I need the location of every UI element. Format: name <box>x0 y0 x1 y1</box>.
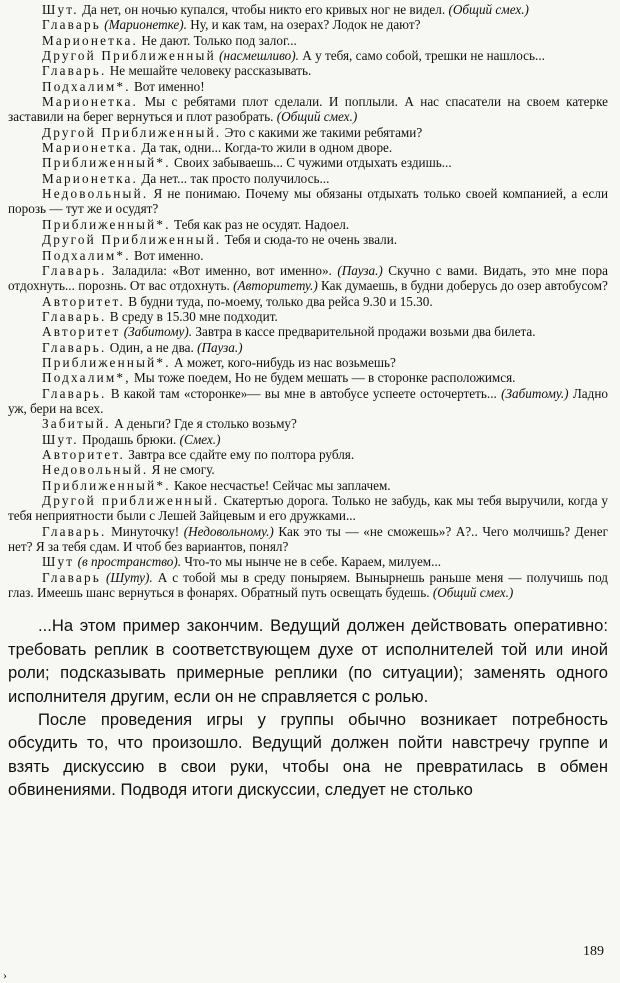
dialogue-line: Марионетка. Мы с ребятами плот сделали. И поплыли. А нас спасатели на своем катерке заставили на берег вернуться и плот разобрать. (Общий смех.) <box>8 94 608 125</box>
dialogue-line: Подхалим*. Вот именно! <box>42 78 205 94</box>
dialogue-line: Главарь (Шуту). А с тобой мы в среду поныряем. Вынырнешь раньше меня — получишь под глаз. Имеешь шанс вернуться в фонарях. Обратный путь освещать будешь. (Общий смех.) <box>8 569 608 601</box>
dialogue-line: Приближенный*. Своих забываешь... С чужими отдыхать ездишь... <box>42 155 452 171</box>
prose-paragraph: ...На этом пример закончим. Ведущий должен действовать оперативно: требовать реплик в соответствующем духе от исполнителей той или иной роли; подсказывать примерные реплики (по ситуации); заменять одного исполнителя другим, если он не справляется с ролью. <box>8 616 608 706</box>
dialogue-line: Другой Приближенный. Это с какими же такими ребятами? <box>42 124 423 140</box>
dialogue-line: Авторитет (Забитому). Завтра в кассе предварительной продажи возьми два билета. <box>42 324 536 340</box>
dialogue-line: Марионетка. Не дают. Только под залог... <box>42 32 297 48</box>
dialogue-line: Шут. Продашь брюки. (Смех.) <box>42 431 221 447</box>
dialogue-line: Главарь. Не мешайте человеку рассказывать. <box>42 63 312 79</box>
dialogue-line: Марионетка. Да нет... так просто получилось... <box>42 170 330 186</box>
dialogue-line: Марионетка. Да так, одни... Когда-то жили в одном дворе. <box>42 140 393 156</box>
dialogue-line: Приближенный*. Какое несчастье! Сейчас мы заплачем. <box>42 477 391 493</box>
dialogue-line: Главарь. В среду в 15.30 мне подходит. <box>42 308 278 324</box>
dialogue-line: Главарь. Один, а не два. (Пауза.) <box>42 339 243 355</box>
dialogue-line: Другой Приближенный (насмешливо). А у тебя, само собой, трешки не нашлось... <box>42 48 545 64</box>
dialogue-line: Шут. Да нет, он ночью купался, чтобы никто его кривых ног не видел. (Общий смех.) <box>42 2 529 17</box>
dialogue-line: Другой приближенный. Скатертью дорога. Только не забудь, как мы тебя выручили, когда у тебя неприятности были с Лешей Зайцевым и его дружками... <box>8 493 608 524</box>
dialogue-line: Авторитет. Завтра все сдайте ему по полтора рубля. <box>42 446 355 462</box>
dialogue-line: Недовольный. Я не понимаю. Почему мы обязаны отдыхать только своей компанией, а если порозь — тут же и осудят? <box>8 186 608 217</box>
dialogue-line: Шут (в пространство). Что-то мы нынче не в себе. Караем, милуем... <box>42 554 442 570</box>
dialogue-line: Забитый. А деньги? Где я столько возьму? <box>42 416 297 432</box>
dialogue-line: Главарь. В какой там «сторонке»— вы мне в автобусе успеете осточертеть... (Забитому.) Ладно уж, бери на всех. <box>8 385 608 416</box>
dialogue-line: Подхалим*. Вот именно. <box>42 247 204 263</box>
dialogue-line: Подхалим*, Мы тоже поедем, Но не будем мешать — в сторонке расположимся. <box>42 370 516 386</box>
dialogue-line: Недовольный. Я не смогу. <box>42 462 215 478</box>
dialogue-line: Главарь. Заладила: «Вот именно, вот именно». (Пауза.) Скучно с вами. Видать, это мне пора отдохнуть... порознь. От вас отдохнуть. (Авторитету.) Как думаешь, в будни доберусь до озер автобусом? <box>8 262 608 294</box>
prose-paragraph: После проведения игры у группы обычно возникает потребность обсудить то, что произошло. Ведущий должен пойти навстречу группе и взять дискуссию в свои руки, чтобы она не превратилась в обмен обвинениями. Подводя итоги дискуссии, следует не столько <box>8 710 608 800</box>
dialogue-line: Главарь. Минуточку! (Недовольному.) Как это ты — «не сможешь»? А?.. Чего молчишь? Денег нет? Я за тебя сдам. И чтоб без вариантов, понял? <box>8 523 608 555</box>
dialogue-line: Приближенный*. Тебя как раз не осудят. Надоел. <box>42 216 350 232</box>
prose-block <box>8 614 608 801</box>
page-number: 189 <box>583 944 604 959</box>
dialogue-block <box>8 2 608 600</box>
dialogue-line: Авторитет. В будни туда, по-моему, только два рейса 9.30 и 15.30. <box>42 293 433 309</box>
dialogue-line: Другой Приближенный. Тебя и сюда-то не очень звали. <box>42 232 398 248</box>
dialogue-line: Главарь (Марионетке). Ну, и как там, на озерах? Лодок не дают? <box>42 17 421 33</box>
dialogue-line: Приближенный*. А может, кого-нибудь из нас возьмешь? <box>42 354 396 370</box>
corner-mark: › <box>3 968 7 982</box>
